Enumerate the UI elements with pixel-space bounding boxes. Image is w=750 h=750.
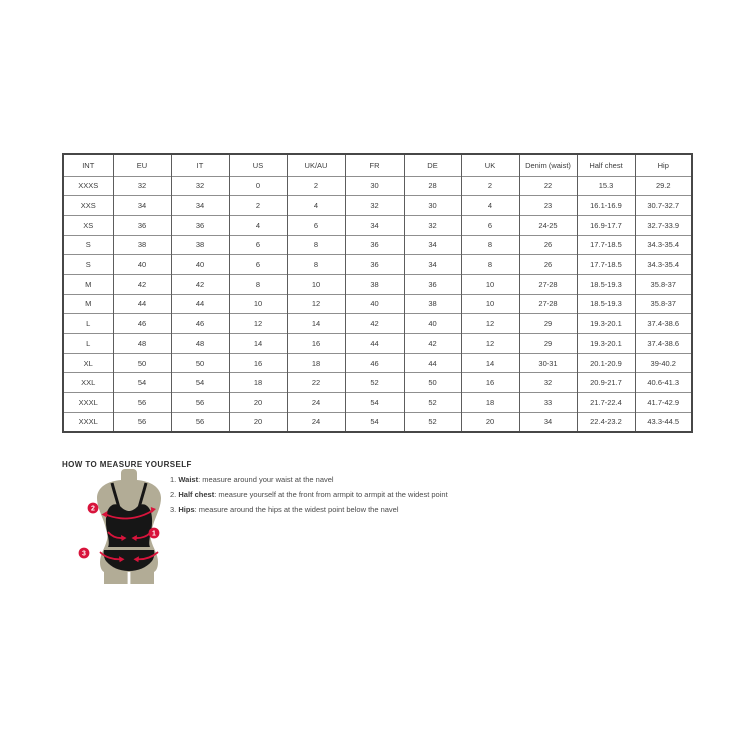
table-cell: 56 [171,393,229,413]
table-cell: XL [63,353,113,373]
table-cell: XS [63,215,113,235]
table-cell: 6 [461,215,519,235]
table-cell: 42 [113,274,171,294]
table-cell: 32 [171,176,229,196]
table-cell: 39-40.2 [635,353,692,373]
table-cell: 24 [287,412,345,432]
measure-step-number: 1. [170,475,177,484]
measure-steps-list [170,472,448,518]
table-cell: 8 [287,235,345,255]
table-cell: 6 [229,235,287,255]
table-cell: 30-31 [519,353,577,373]
table-cell: 4 [287,196,345,216]
table-cell: 20.1-20.9 [577,353,635,373]
measure-step [170,502,448,517]
table-cell: 8 [287,255,345,275]
table-cell: 6 [229,255,287,275]
size-chart-header-row [63,154,692,176]
table-row [63,334,692,354]
mannequin-figure [74,466,184,588]
table-cell: 17.7-18.5 [577,255,635,275]
table-cell: 18 [287,353,345,373]
table-cell: 15.3 [577,176,635,196]
table-cell: 56 [113,412,171,432]
table-row [63,196,692,216]
table-cell: 38 [404,294,461,314]
table-cell: 46 [171,314,229,334]
table-cell: XXXS [63,176,113,196]
table-cell: 17.7-18.5 [577,235,635,255]
size-chart-body [63,176,692,432]
table-cell: 54 [113,373,171,393]
table-cell: 10 [461,274,519,294]
table-row [63,373,692,393]
table-cell: 4 [461,196,519,216]
table-cell: S [63,255,113,275]
table-row [63,353,692,373]
table-cell: 27-28 [519,274,577,294]
table-cell: 18.5-19.3 [577,294,635,314]
table-cell: 2 [461,176,519,196]
table-cell: 35.8-37 [635,294,692,314]
table-cell: 29.2 [635,176,692,196]
column-header: EU [113,154,171,176]
table-cell: 21.7-22.4 [577,393,635,413]
table-cell: 22 [287,373,345,393]
table-cell: 28 [404,176,461,196]
table-cell: 50 [404,373,461,393]
column-header: INT [63,154,113,176]
measure-step [170,487,448,502]
table-cell: 50 [171,353,229,373]
table-cell: 54 [171,373,229,393]
measure-step-label: Half chest [178,490,215,500]
table-cell: 36 [345,235,404,255]
table-cell: XXL [63,373,113,393]
table-cell: 56 [113,393,171,413]
table-cell: S [63,235,113,255]
table-cell: 44 [345,334,404,354]
table-cell: 37.4-38.6 [635,314,692,334]
table-cell: 14 [461,353,519,373]
table-cell: 29 [519,314,577,334]
table-cell: 52 [404,412,461,432]
table-cell: 26 [519,235,577,255]
table-cell: 10 [287,274,345,294]
table-cell: 36 [404,274,461,294]
table-row [63,274,692,294]
table-row [63,215,692,235]
table-cell: 6 [287,215,345,235]
table-cell: 12 [461,314,519,334]
table-cell: 40 [345,294,404,314]
table-cell: 20 [229,393,287,413]
table-cell: 34 [345,215,404,235]
table-cell: 2 [287,176,345,196]
table-cell: 8 [461,255,519,275]
column-header: Denim (waist) [519,154,577,176]
table-cell: 36 [171,215,229,235]
size-chart-section [62,153,691,433]
table-cell: 14 [287,314,345,334]
table-cell: 34 [404,235,461,255]
column-header: UK [461,154,519,176]
table-cell: 32 [519,373,577,393]
measure-step [170,472,448,487]
table-cell: 52 [345,373,404,393]
table-cell: 34 [171,196,229,216]
table-cell: 34.3-35.4 [635,235,692,255]
table-cell: 14 [229,334,287,354]
table-row [63,412,692,432]
table-cell: 29 [519,334,577,354]
table-cell: 4 [229,215,287,235]
table-cell: 27-28 [519,294,577,314]
table-cell: 34.3-35.4 [635,255,692,275]
table-cell: 50 [113,353,171,373]
table-row [63,255,692,275]
table-cell: 32 [113,176,171,196]
table-cell: 34 [519,412,577,432]
size-chart-header [63,154,692,176]
table-cell: 12 [287,294,345,314]
table-cell: 32.7-33.9 [635,215,692,235]
measure-step-text: : measure yourself at the front from armpit to armpit at the widest point [214,490,448,500]
table-cell: 35.8-37 [635,274,692,294]
table-cell: 19.3-20.1 [577,334,635,354]
table-cell: 54 [345,393,404,413]
table-cell: 42 [404,334,461,354]
table-cell: 36 [345,255,404,275]
table-cell: 16.1-16.9 [577,196,635,216]
column-header: Half chest [577,154,635,176]
measure-step-text: : measure around the hips at the widest point below the navel [194,505,399,515]
table-cell: 20.9-21.7 [577,373,635,393]
table-cell: 8 [461,235,519,255]
table-cell: 16.9-17.7 [577,215,635,235]
table-cell: 8 [229,274,287,294]
table-cell: 22.4-23.2 [577,412,635,432]
table-cell: 33 [519,393,577,413]
table-cell: XXXL [63,412,113,432]
table-cell: 41.7-42.9 [635,393,692,413]
table-cell: 38 [345,274,404,294]
table-row [63,294,692,314]
table-cell: 30 [404,196,461,216]
size-chart-table [62,153,693,433]
table-cell: 48 [171,334,229,354]
table-cell: 30 [345,176,404,196]
table-cell: 40.6-41.3 [635,373,692,393]
table-cell: 40 [404,314,461,334]
table-cell: 26 [519,255,577,275]
table-cell: 24-25 [519,215,577,235]
table-cell: 40 [171,255,229,275]
table-cell: 52 [404,393,461,413]
table-cell: 23 [519,196,577,216]
table-cell: 12 [229,314,287,334]
table-cell: M [63,274,113,294]
table-cell: 44 [113,294,171,314]
table-cell: 32 [345,196,404,216]
table-cell: L [63,334,113,354]
column-header: Hip [635,154,692,176]
table-cell: 44 [171,294,229,314]
table-cell: 36 [113,215,171,235]
table-cell: 43.3-44.5 [635,412,692,432]
table-cell: 34 [113,196,171,216]
table-cell: L [63,314,113,334]
chest-badge-number: 2 [91,505,95,513]
table-cell: 16 [229,353,287,373]
table-row [63,393,692,413]
table-cell: 32 [404,215,461,235]
table-cell: 10 [461,294,519,314]
table-row [63,314,692,334]
table-cell: 38 [113,235,171,255]
table-row [63,235,692,255]
table-cell: XXXL [63,393,113,413]
column-header: US [229,154,287,176]
table-cell: 20 [229,412,287,432]
measure-step-text: : measure around your waist at the navel [198,475,334,484]
table-cell: 54 [345,412,404,432]
table-cell: 46 [345,353,404,373]
measure-step-number: 3. [170,505,177,515]
table-cell: 16 [461,373,519,393]
table-cell: 18.5-19.3 [577,274,635,294]
table-cell: 38 [171,235,229,255]
table-cell: 42 [171,274,229,294]
measure-guide-title: HOW TO MEASURE YOURSELF [62,460,192,469]
measure-step-label: Waist [178,475,199,484]
table-cell: XXS [63,196,113,216]
table-cell: 40 [113,255,171,275]
table-cell: 46 [113,314,171,334]
table-cell: 12 [461,334,519,354]
table-cell: 56 [171,412,229,432]
column-header: UK/AU [287,154,345,176]
hips-badge-number: 3 [82,550,86,558]
table-cell: 44 [404,353,461,373]
column-header: FR [345,154,404,176]
table-cell: 42 [345,314,404,334]
table-cell: 10 [229,294,287,314]
table-cell: 34 [404,255,461,275]
table-cell: 20 [461,412,519,432]
table-cell: M [63,294,113,314]
table-row [63,176,692,196]
table-cell: 37.4-38.6 [635,334,692,354]
table-cell: 48 [113,334,171,354]
table-cell: 22 [519,176,577,196]
table-cell: 18 [229,373,287,393]
table-cell: 2 [229,196,287,216]
column-header: DE [404,154,461,176]
table-cell: 19.3-20.1 [577,314,635,334]
column-header: IT [171,154,229,176]
measure-step-label: Hips [178,505,195,515]
table-cell: 0 [229,176,287,196]
table-cell: 16 [287,334,345,354]
table-cell: 30.7-32.7 [635,196,692,216]
waist-badge-number: 1 [152,530,156,538]
table-cell: 24 [287,393,345,413]
mannequin-illustration-svg [74,466,184,588]
measure-step-number: 2. [170,490,177,500]
table-cell: 18 [461,393,519,413]
